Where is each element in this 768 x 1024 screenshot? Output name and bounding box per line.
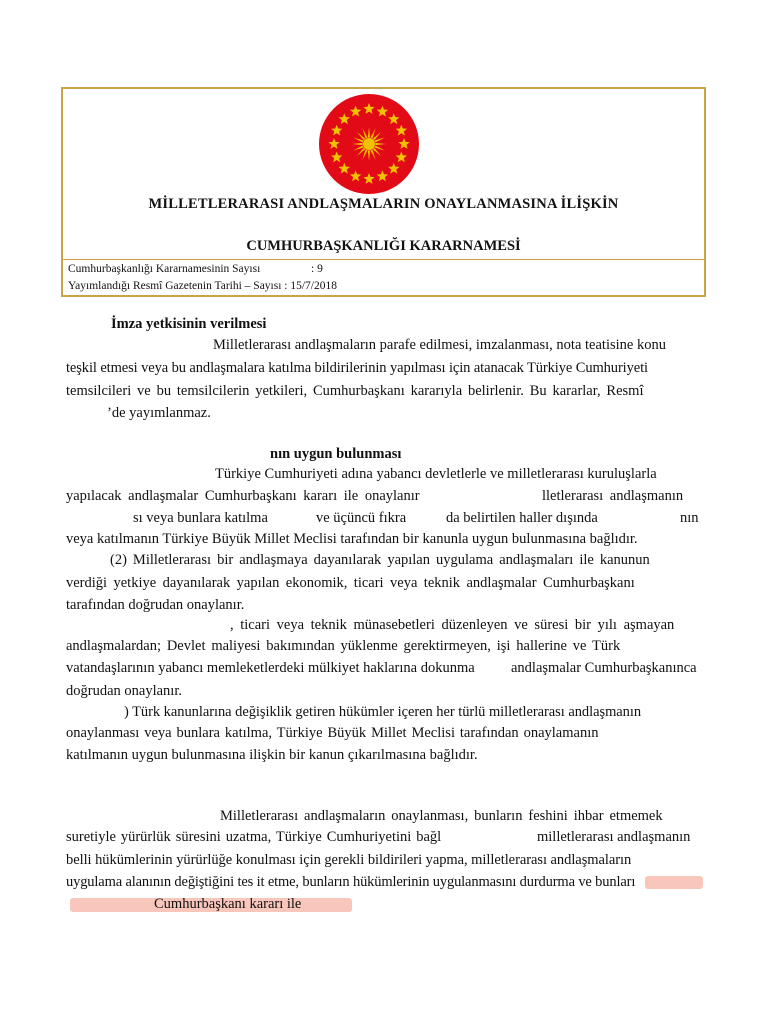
section2-line3b: ve üçüncü fıkra <box>316 510 407 526</box>
section3-line2a: suretiyle yürürlük süresini uzatma, Türkiye Cumhuriyetini bağl <box>66 829 442 845</box>
section2-line3a: sı veya bunlara katılma <box>133 510 268 526</box>
section2-line3c: da belirtilen haller dışında <box>446 510 598 526</box>
section1-line4: ’de yayımlanmaz. <box>107 405 211 421</box>
section2-line7: tarafından doğrudan onaylanır. <box>66 597 245 613</box>
section2-line10b: andlaşmalar Cumhurbaşkanınca <box>511 660 697 676</box>
section2-line2a: yapılacak andlaşmalar Cumhurbaşkanı kararı ile onaylanır <box>66 488 420 504</box>
section2-line5: (2) Milletlerarası bir andlaşmaya dayanılarak yapılan uygulama andlaşmaları ile kanunun <box>110 552 650 568</box>
section1-line3: temsilcileri ve bu temsilcilerin yetkileri, Cumhurbaşkanı kararıyla belirlenir. Bu kararlar, Resmî <box>66 383 644 399</box>
section2-line2b: lletlerarası andlaşmanın <box>542 488 684 504</box>
gazette-value: : 15/7/2018 <box>284 280 338 292</box>
decree-number-label: Cumhurbaşkanlığı Kararnamesinin Sayısı <box>68 263 261 275</box>
title-line-1: MİLLETLERARASI ANDLAŞMALARIN ONAYLANMASINA İLİŞKİN <box>148 196 619 212</box>
section2-line12: ) Türk kanunlarına değişiklik getiren hükümler içeren her türlü milletlerarası andlaşmanın <box>124 704 642 720</box>
section3-line5: Cumhurbaşkanı kararı ile <box>154 896 302 912</box>
section2-line10a: vatandaşlarının yabancı memleketlerdeki mülkiyet haklarına dokunma <box>66 660 475 676</box>
section2-line3d: nın <box>680 510 699 526</box>
header-divider <box>62 259 706 260</box>
section1-line2: teşkil etmesi veya bu andlaşmalara katılma bildirilerinin yapılması için atanacak Türkiye Cumhuriyeti <box>66 360 648 376</box>
section2-heading: nın uygun bulunması <box>270 446 402 462</box>
section1-heading: İmza yetkisinin verilmesi <box>111 316 267 332</box>
section3-line2b: milletlerarası andlaşmanın <box>537 829 691 845</box>
section3-line1: Milletlerarası andlaşmaların onaylanması, bunların feshini ihbar etmemek <box>220 808 663 824</box>
section2-line8: , ticari veya teknik münasebetleri düzenleyen ve süresi bir yılı aşmayan <box>230 617 675 633</box>
decree-number-value: : 9 <box>311 263 323 275</box>
gazette-label: Yayımlandığı Resmî Gazetenin Tarihi – Sayısı <box>68 280 282 292</box>
title-line-2: CUMHURBAŞKANLIĞI KARARNAMESİ <box>246 238 521 254</box>
section3-line3: belli hükümlerinin yürürlüğe konulması için gerekli bildirileri yapma, milletlerarası andlaşmaların <box>66 852 632 868</box>
section2-line4: veya katılmanın Türkiye Büyük Millet Meclisi tarafından bir kanunla uygun bulunmasına bağlıdır. <box>66 531 638 547</box>
section2-line11: doğrudan onaylanır. <box>66 683 182 699</box>
section1-line1: Milletlerarası andlaşmaların parafe edilmesi, imzalanması, nota teatisine konu <box>213 337 666 353</box>
presidential-seal-emblem <box>318 93 420 195</box>
section2-line6: verdiği yetkiye dayanılarak yapılan ekonomik, ticari veya teknik andlaşmalar Cumhurbaşkanı <box>66 575 635 591</box>
section2-line13: onaylanması veya bunlara katılma, Türkiye Büyük Millet Meclisi tarafından onaylamanın <box>66 725 599 741</box>
gazette-row <box>68 280 337 292</box>
section2-line1: Türkiye Cumhuriyeti adına yabancı devletlerle ve milletlerarası kuruluşlarla <box>215 466 657 482</box>
section3-line4: uygulama alanının değiştiğini tes it etme, bunların hükümlerinin uygulanmasını durdurma ve bunları <box>66 874 636 890</box>
section2-line9: andlaşmalardan; Devlet maliyesi bakımından yüklenme gerektirmeyen, işi hallerine ve Türk <box>66 638 621 654</box>
section2-line14: katılmanın uygun bulunmasına ilişkin bir kanun çıkarılmasına bağlıdır. <box>66 747 478 763</box>
highlight-mark-1 <box>645 876 703 889</box>
decree-number-row <box>68 263 323 275</box>
